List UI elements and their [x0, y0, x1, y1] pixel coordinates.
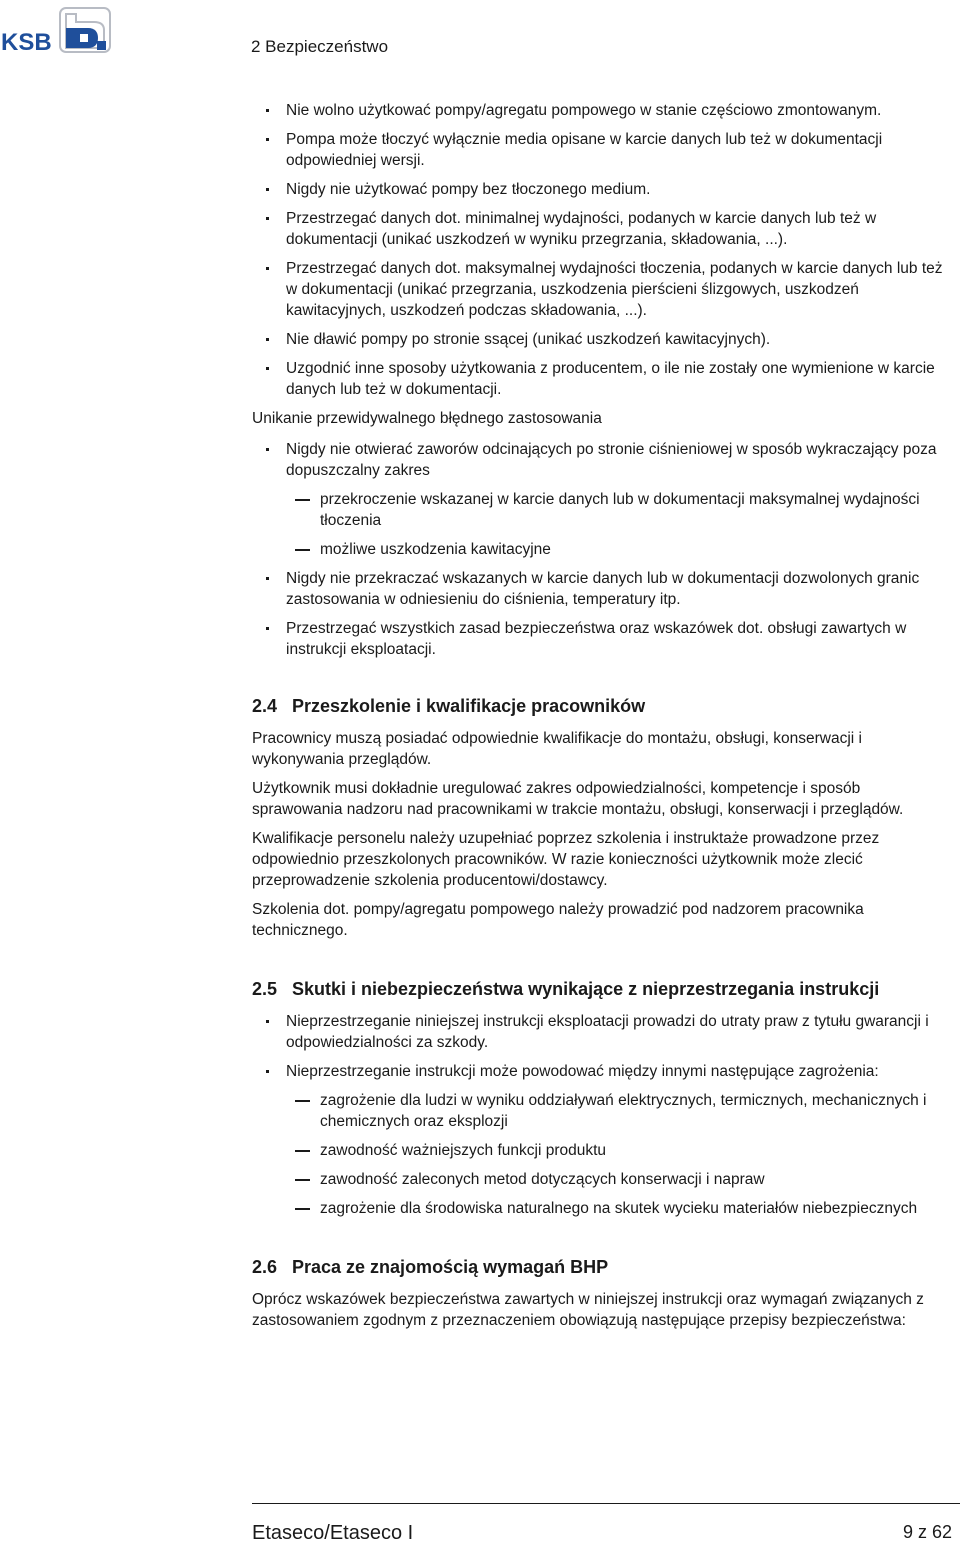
section-number: 2.6	[252, 1257, 278, 1277]
usage-list	[252, 100, 952, 400]
section-2-6-heading	[252, 1255, 952, 1279]
paragraph: Szkolenia dot. pompy/agregatu pompowego należy prowadzić pod nadzorem pracownika technicznego.	[252, 901, 864, 939]
misuse-list	[252, 439, 952, 660]
paragraph: Kwalifikacje personelu należy uzupełniać poprzez szkolenia i instruktaże prowadzone przez odpowiednio przeszkolonych pracowników. W razie konieczności użytkownik może zlecić przeprowadzenie szkolenia producentowi/dostawcy.	[252, 830, 880, 889]
list-item: Przestrzegać danych dot. maksymalnej wydajności tłoczenia, podanych w karcie danych lub też w dokumentacji (unikać przegrzania, uszkodzenia pierścieni ślizgowych, uszkodzeń kawitacyjnych, uszkodzeń podczas składowania, ...).	[252, 258, 952, 321]
section-2-4-heading	[252, 694, 952, 718]
list-item: Uzgodnić inne sposoby użytkowania z producentem, o ile nie zostały one wymienione w karcie danych lub też w dokumentacji.	[252, 358, 952, 400]
list-item-text: Nigdy nie otwierać zaworów odcinających po stronie ciśnieniowej w sposób wykraczający poza dopuszczalny zakres	[286, 441, 937, 479]
list-item: Nigdy nie użytkować pompy bez tłoczonego medium.	[252, 179, 952, 200]
paragraph: Pracownicy muszą posiadać odpowiednie kwalifikacje do montażu, obsługi, konserwacji i wykonywania przeglądów.	[252, 730, 862, 768]
section-title: Przeszkolenie i kwalifikacje pracowników	[292, 696, 646, 716]
ksb-logo	[0, 6, 116, 54]
section-header: 2 Bezpieczeństwo	[251, 37, 389, 56]
list-item-text: Nieprzestrzeganie instrukcji może powodować między innymi następujące zagrożenia:	[286, 1063, 879, 1080]
list-item: Przestrzegać wszystkich zasad bezpieczeństwa oraz wskazówek dot. obsługi zawartych w instrukcji eksploatacji.	[252, 618, 952, 660]
section-2-5-heading	[252, 977, 952, 1001]
sub-list-item: zawodność ważniejszych funkcji produktu	[286, 1140, 952, 1161]
list-item: Nie wolno użytkować pompy/agregatu pompowego w stanie częściowo zmontowanym.	[252, 100, 952, 121]
sub-list-item: możliwe uszkodzenia kawitacyjne	[286, 539, 952, 560]
footer-divider	[252, 1503, 960, 1504]
paragraph: Użytkownik musi dokładnie uregulować zakres odpowiedzialności, kompetencje i sposób sprawowania nadzoru nad pracownikami w trakcie montażu, obsługi, konserwacji i przeglądów.	[252, 780, 904, 818]
sub-list-item: zagrożenie dla środowiska naturalnego na skutek wycieku materiałów niebezpiecznych	[286, 1198, 952, 1219]
list-item: Nigdy nie przekraczać wskazanych w karcie danych lub w dokumentacji dozwolonych granic zastosowania w odniesieniu do ciśnienia, temperatury itp.	[252, 568, 952, 610]
sub-list-item: zawodność zaleconych metod dotyczących konserwacji i napraw	[286, 1169, 952, 1190]
list-item	[252, 439, 952, 560]
section-title: Praca ze znajomością wymagań BHP	[292, 1257, 609, 1277]
section-number: 2.4	[252, 696, 278, 716]
sub-list-item: zagrożenie dla ludzi w wyniku oddziaływań elektrycznych, termicznych, mechanicznych i chemicznych oraz eksplozji	[286, 1090, 952, 1132]
footer-product-name: Etaseco/Etaseco I	[252, 1522, 414, 1544]
list-item: Pompa może tłoczyć wyłącznie media opisane w karcie danych lub też w dokumentacji odpowiedniej wersji.	[252, 129, 952, 171]
section-number: 2.5	[252, 979, 278, 999]
sub-list	[286, 1090, 952, 1219]
sub-list-item: przekroczenie wskazanej w karcie danych lub w dokumentacji maksymalnej wydajności tłoczenia	[286, 489, 952, 531]
main-content	[252, 100, 952, 1339]
footer-page-number: 9 z 62	[902, 1522, 952, 1542]
misuse-subheading: Unikanie przewidywalnego błędnego zastosowania	[252, 410, 602, 427]
paragraph: Oprócz wskazówek bezpieczeństwa zawartych w niniejszej instrukcji oraz wymagań związanych z zastosowaniem zgodnym z przeznaczeniem obowiązują następujące przepisy bezpieczeństwa:	[252, 1291, 924, 1329]
list-item: Przestrzegać danych dot. minimalnej wydajności, podanych w karcie danych lub też w dokumentacji (unikać uszkodzeń w wyniku przegrzania, składowania, ...).	[252, 208, 952, 250]
list-item: Nieprzestrzeganie niniejszej instrukcji eksploatacji prowadzi do utraty praw z tytułu gwarancji i odpowiedzialności za szkody.	[252, 1011, 952, 1053]
list-item	[252, 1061, 952, 1219]
list-item: Nie dławić pompy po stronie ssącej (unikać uszkodzeń kawitacyjnych).	[252, 329, 952, 350]
section-title: Skutki i niebezpieczeństwa wynikające z nieprzestrzegania instrukcji	[292, 979, 880, 999]
sub-list	[286, 489, 952, 560]
consequences-list	[252, 1011, 952, 1219]
logo-text: KSB	[1, 29, 52, 54]
